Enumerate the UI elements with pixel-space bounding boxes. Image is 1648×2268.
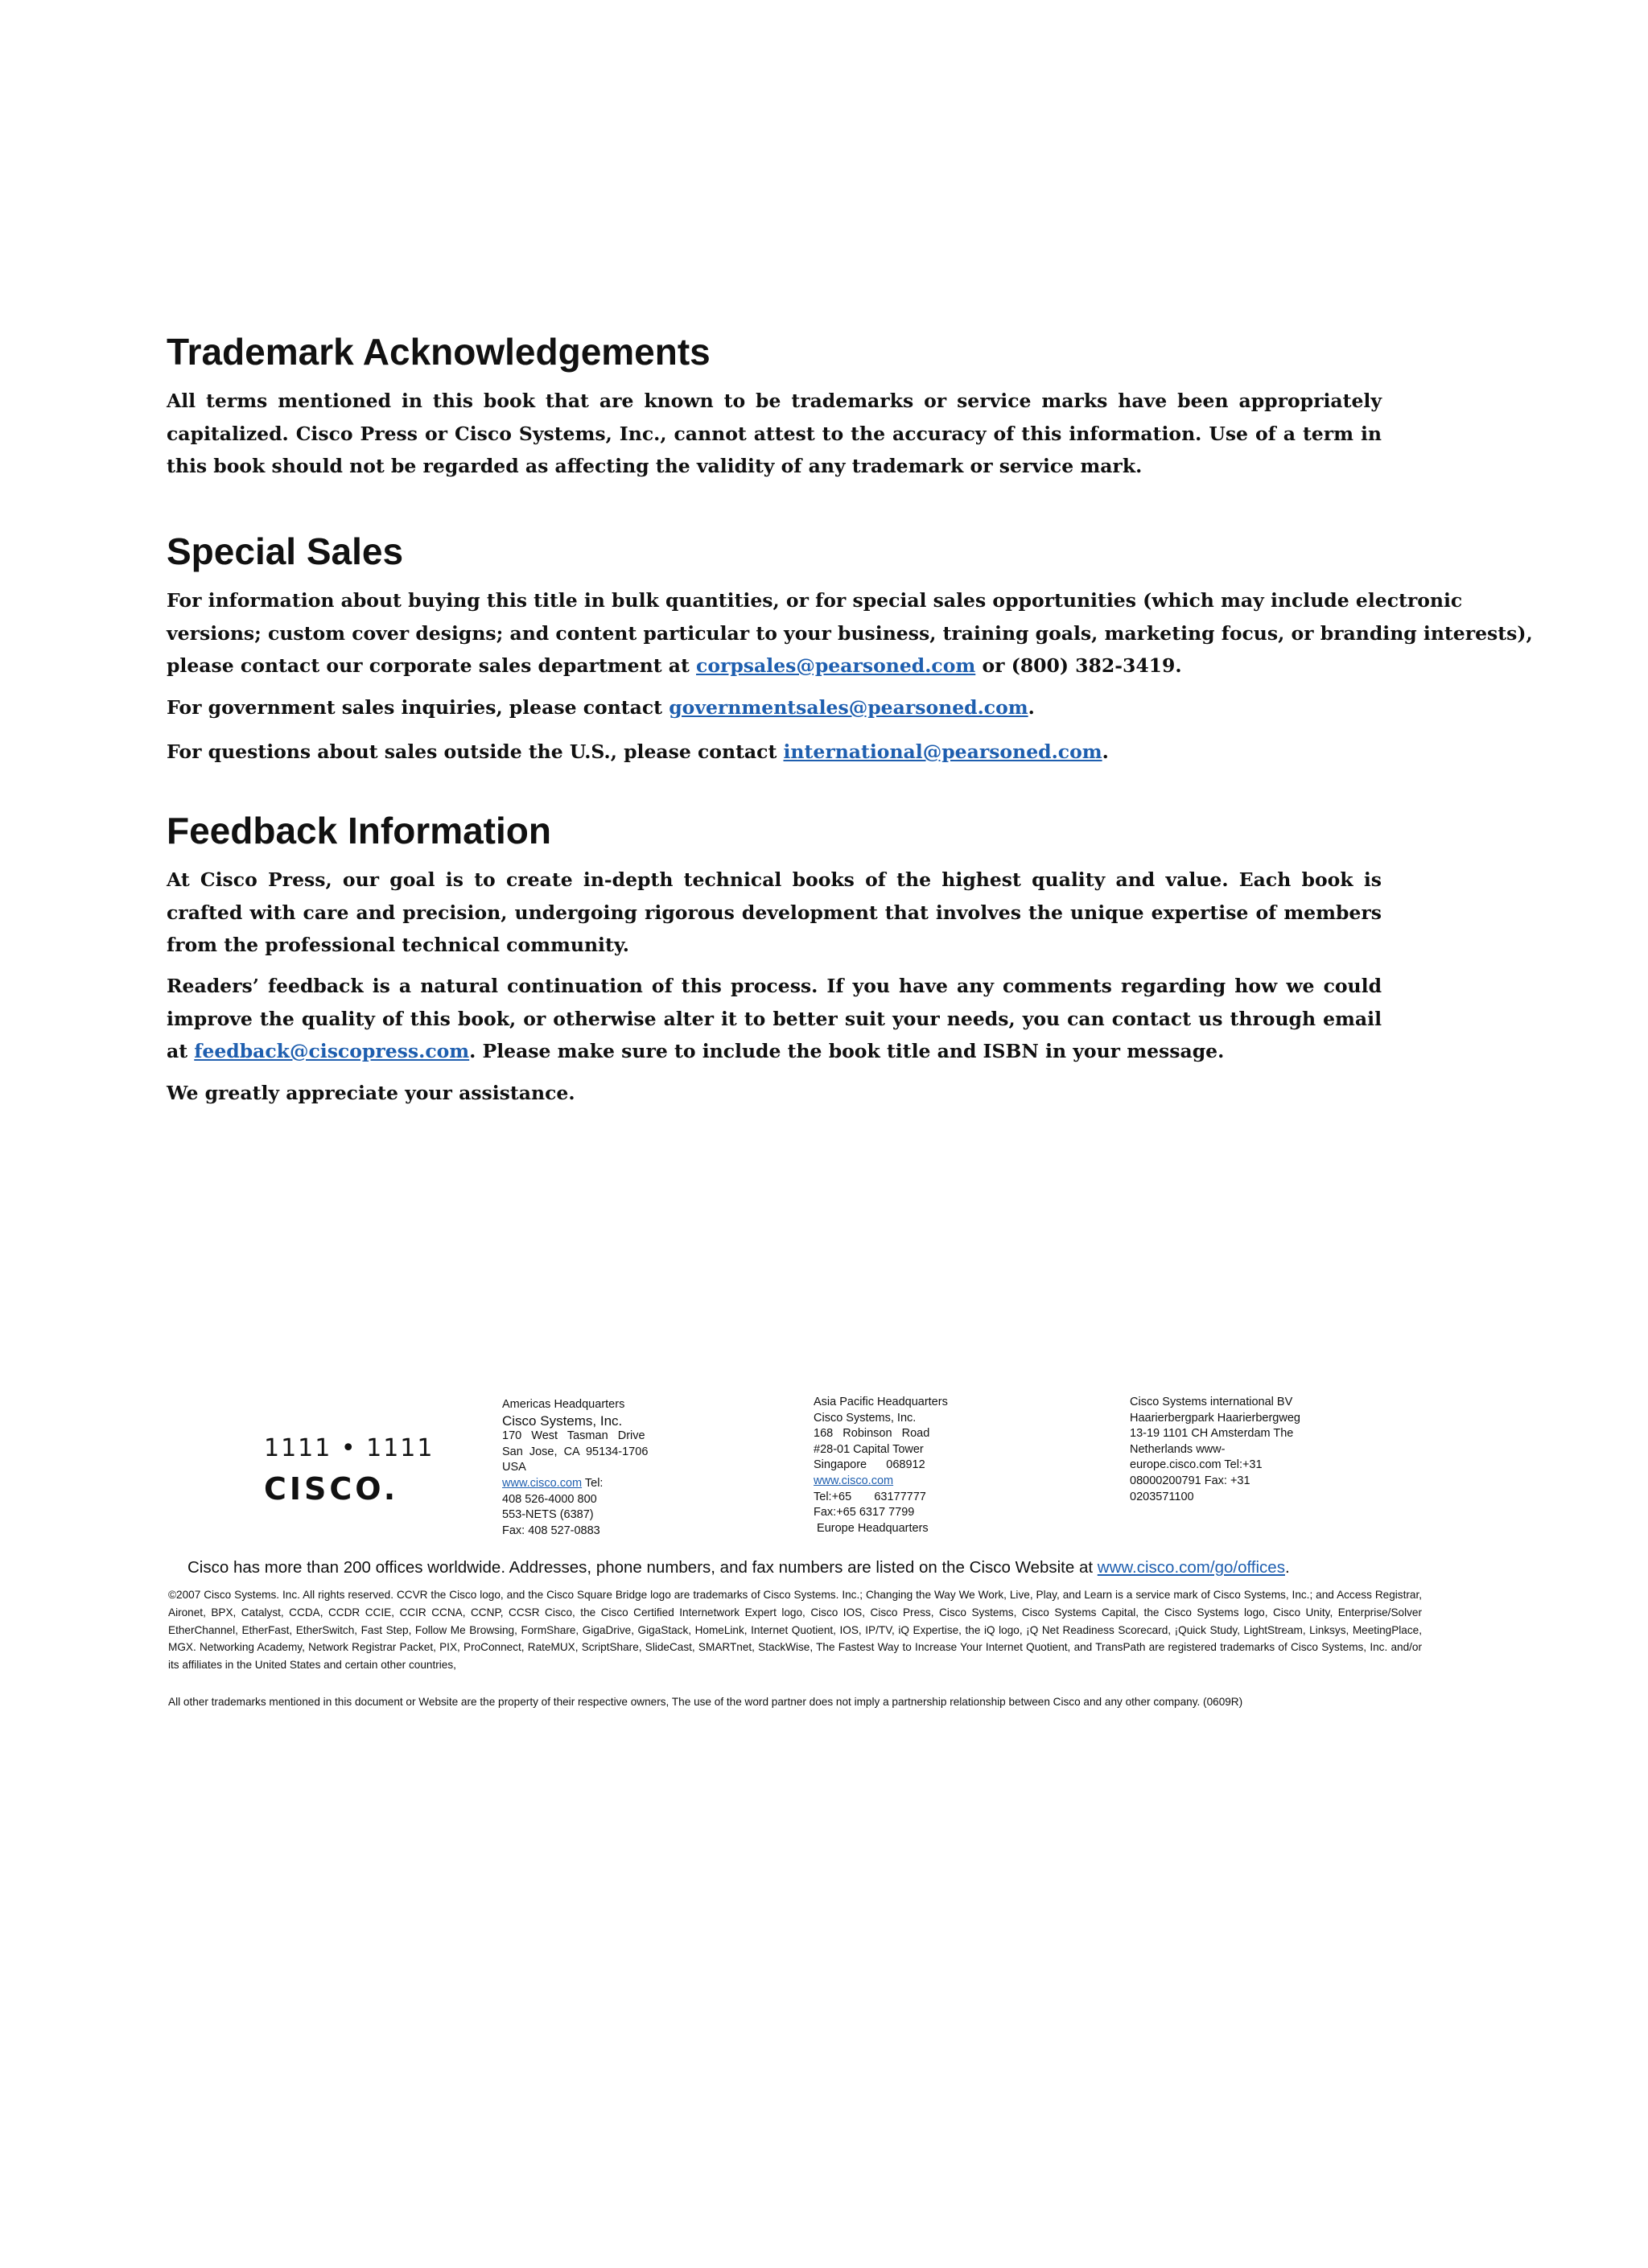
americas-tel-label: Tel: xyxy=(582,1476,604,1490)
europe-line-6: 08000200791 Fax: +31 xyxy=(1130,1474,1250,1487)
feedback-email-link[interactable]: feedback@ciscopress.com xyxy=(194,1040,470,1062)
corporate-sales-text: please contact our corporate sales department at xyxy=(167,654,697,677)
americas-street: 170 West Tasman Drive xyxy=(502,1429,645,1443)
feedback-heading: Feedback Information xyxy=(167,810,551,852)
americas-company: Cisco Systems, Inc. xyxy=(502,1412,623,1429)
americas-title: Americas Headquarters xyxy=(502,1398,625,1411)
trademark-paragraph: All terms mentioned in this book that are known to be trademarks or service marks have been appropriately capitalized. Cisco Press or Cisco Systems, Inc., cannot attest to the accuracy of this information. Use of a term in this book should not be regarded as affecting the validity of any trademark or service mark. xyxy=(167,390,1382,477)
americas-website-link[interactable]: www.cisco.com xyxy=(502,1476,583,1490)
international-email-link[interactable]: international@pearsoned.com xyxy=(783,740,1102,763)
cisco-logo-bars: 1111 • 1111 xyxy=(264,1434,435,1462)
americas-city: San Jose, CA 95134-1706 xyxy=(502,1445,649,1458)
feedback-paragraph-1: At Cisco Press, our goal is to create in-depth technical books of the highest quality and value. Each book is crafted with care and precision, undergoing rigorous development that involves the unique expertise of members from the professional technical community. xyxy=(167,868,1382,956)
cisco-offices-link[interactable]: www.cisco.com/go/offices xyxy=(1097,1558,1285,1577)
asia-street: 168 Robinson Road xyxy=(814,1427,930,1441)
asia-city: Singapore 068912 xyxy=(814,1458,925,1472)
special-sales-line-2: versions; custom cover designs; and content particular to your business, training goals, marketing focus, or branding interests), xyxy=(167,621,1533,645)
international-sales-text: For questions about sales outside the U.S., please contact xyxy=(167,740,784,763)
europe-office xyxy=(1130,1395,1300,1505)
americas-tel: 408 526-4000 800 xyxy=(502,1492,597,1506)
governmentsales-email-link[interactable]: governmentsales@pearsoned.com xyxy=(669,696,1028,719)
asia-title: Asia Pacific Headquarters xyxy=(814,1396,948,1408)
feedback-tail: . Please make sure to include the book title and ISBN in your message. xyxy=(469,1040,1225,1062)
special-sales-line-3 xyxy=(167,649,1382,682)
government-sales-text: For government sales inquiries, please contact xyxy=(167,696,670,719)
europe-headquarters-title: Europe Headquarters xyxy=(814,1521,929,1535)
europe-line-5: europe.cisco.com Tel:+31 xyxy=(1130,1458,1263,1472)
americas-fax: Fax: 408 527-0883 xyxy=(502,1524,600,1537)
asia-building: #28-01 Capital Tower xyxy=(814,1442,924,1456)
offices-note xyxy=(187,1558,1290,1577)
asia-tel: Tel:+65 63177777 xyxy=(814,1490,926,1503)
asia-pacific-headquarters xyxy=(814,1395,948,1536)
other-trademarks-notice: All other trademarks mentioned in this document or Website are the property of their respective owners, The use of the word partner does not imply a partnership relationship between Cisco and any other company. (0609R) xyxy=(168,1696,1243,1708)
americas-web-line xyxy=(502,1476,648,1492)
europe-line-2: Haarierbergpark Haarierbergweg xyxy=(1130,1411,1300,1425)
international-sales-period: . xyxy=(1102,740,1109,763)
europe-line-1: Cisco Systems international BV xyxy=(1130,1396,1293,1408)
trademark-heading: Trademark Acknowledgements xyxy=(167,331,711,373)
europe-line-4: Netherlands www- xyxy=(1130,1442,1226,1456)
offices-note-period: . xyxy=(1284,1558,1290,1577)
government-sales-paragraph xyxy=(167,691,1382,724)
government-sales-period: . xyxy=(1028,696,1035,719)
special-sales-line-1: For information about buying this title in bulk quantities, or for special sales opportunities (which may include electronic xyxy=(167,589,1463,612)
feedback-text: Readers’ feedback is a natural continuation of this process. If you have any comments regarding how we could improve the quality of this book, or otherwise alter it to better suit your needs, you can contact us through email at xyxy=(167,975,1382,1062)
special-sales-heading: Special Sales xyxy=(167,530,404,572)
international-sales-paragraph xyxy=(167,736,1382,769)
asia-website-link[interactable]: www.cisco.com xyxy=(814,1474,894,1487)
europe-line-7: 0203571100 xyxy=(1130,1490,1194,1503)
asia-company: Cisco Systems, Inc. xyxy=(814,1411,917,1425)
special-sales-paragraph xyxy=(167,584,1533,682)
asia-fax: Fax:+65 6317 7799 xyxy=(814,1506,915,1520)
americas-headquarters xyxy=(502,1397,648,1539)
americas-tel-2: 553-NETS (6387) xyxy=(502,1508,594,1522)
feedback-paragraph-3: We greatly appreciate your assistance. xyxy=(167,1082,575,1104)
feedback-paragraph-2 xyxy=(167,970,1382,1068)
copyright-notice: ©2007 Cisco Systems. Inc. All rights reserved. CCVR the Cisco logo, and the Cisco Square Bridge logo are trademarks of Cisco Systems. Inc.; Changing the Way We Work, Live, Play, and Learn is a service mark of Cisco Systems, Inc.; and Access Registrar, Aironet, BPX, Catalyst, CCDA, CCDR CCIE, CCIR CCNA, CCNP, CCSR Cisco, the Cisco Certified Internetwork Expert logo, Cisco IOS, Cisco Press, Cisco Systems, Cisco Systems Capital, the Cisco Systems logo, Cisco Unity, Enterprise/Solver EtherChannel, EtherFast, EtherSwitch, Fast Step, Follow Me Browsing, FormShare, GigaDrive, GigaStack, HomeLink, Internet Quotient, IOS, IP/TV, iQ Expertise, the iQ logo, ¡Q Net Readiness Scorecard, ¡Quick Study, LightStream, Linksys, MeetingPlace, MGX. Networking Academy, Network Registrar Packet, PIX, ProConnect, RateMUX, ScriptShare, SlideCast, SMARTnet, StackWise, The Fastest Way to Increase Your Internet Quotient, and TransPath are registered trademarks of Cisco Systems, Inc. and/or its affiliates in the United States and certain other countries, xyxy=(168,1589,1422,1672)
corporate-sales-phone: or (800) 382-3419. xyxy=(975,654,1182,677)
cisco-logo-wordmark: CISCO. xyxy=(264,1471,399,1507)
americas-country: USA xyxy=(502,1461,526,1474)
offices-note-text: Cisco has more than 200 offices worldwide. Addresses, phone numbers, and fax numbers are listed on the Cisco Website at xyxy=(187,1558,1098,1577)
europe-line-3: 13-19 1101 CH Amsterdam The xyxy=(1130,1427,1294,1441)
corpsales-email-link[interactable]: corpsales@pearsoned.com xyxy=(696,654,976,677)
